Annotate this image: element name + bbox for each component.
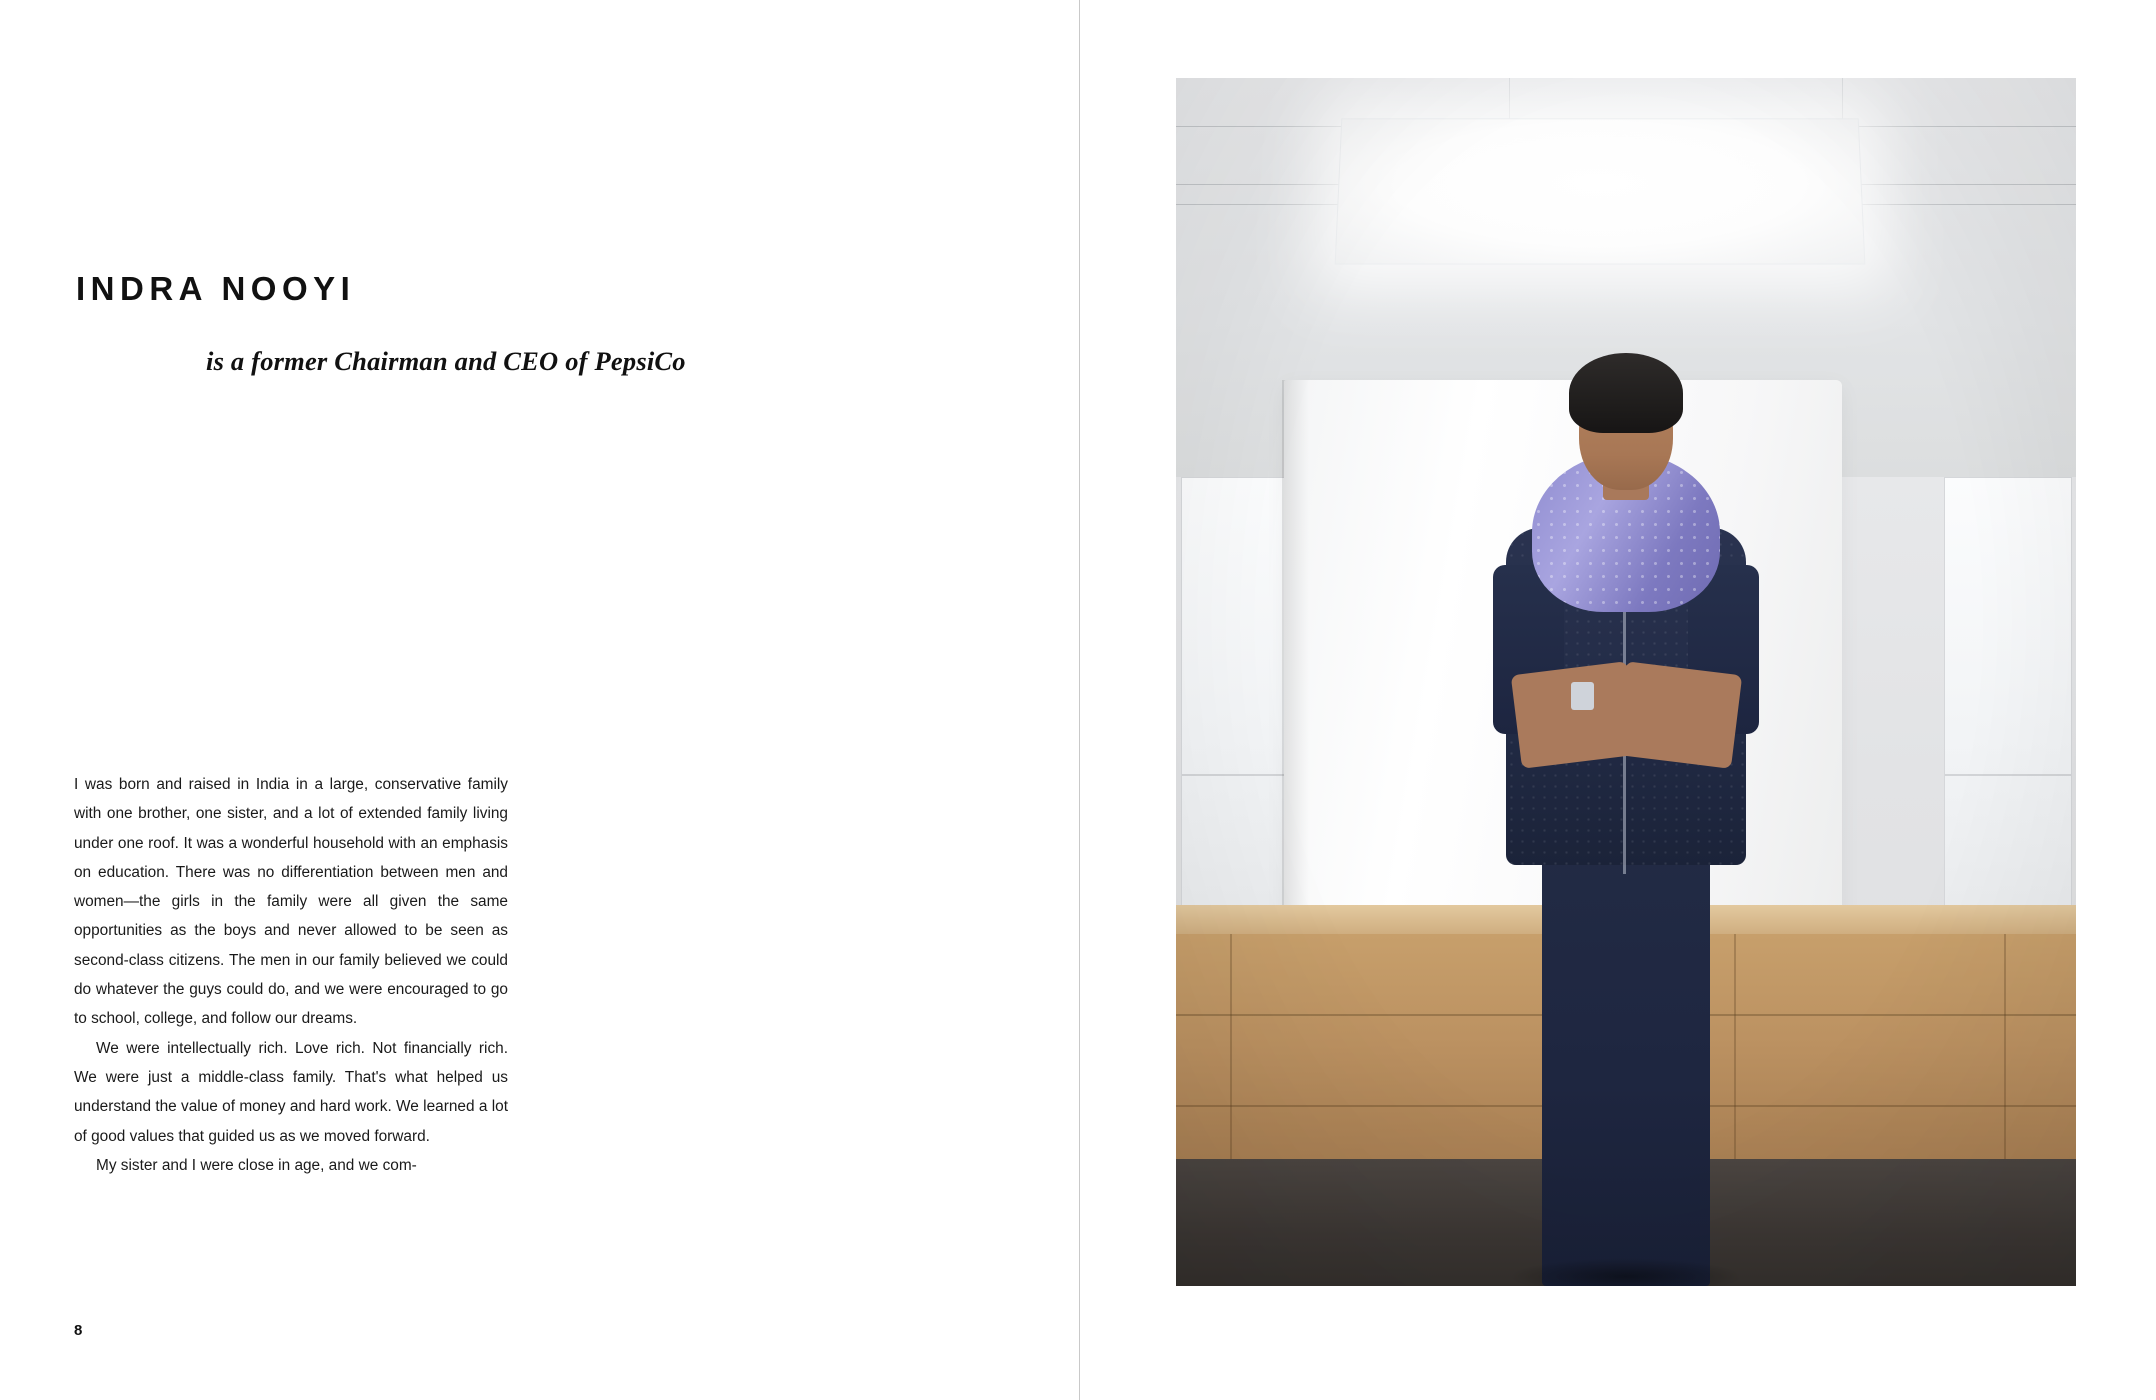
figure-shadow	[1509, 1258, 1742, 1286]
portrait-photograph	[1176, 78, 2076, 1286]
hair	[1569, 353, 1682, 434]
page-number: 8	[74, 1322, 83, 1339]
photo-scene	[1176, 78, 2076, 1286]
right-page	[1080, 0, 2156, 1400]
wristwatch	[1571, 682, 1594, 710]
window-left	[1181, 477, 1291, 950]
paragraph: My sister and I were close in age, and we com-	[96, 1156, 417, 1174]
body-text-column	[74, 770, 508, 1180]
arm-right	[1614, 661, 1741, 768]
person-subtitle: is a former Chairman and CEO of PepsiCo	[206, 346, 686, 376]
paragraph: I was born and raised in India in a large, conservative family with one brother, one sister, and a lot of extended family living under one roof. It was a wonderful household with an emphasis on education. There was no differentiation between men and women—the girls in the family were all given the same opportunities as the boys and never allowed to be seen as second-class citizens. The men in our family believed we could do whatever the guys could do, and we were encouraged to go to school, college, and follow our dreams.	[74, 776, 508, 1028]
ceiling-light-panel	[1335, 118, 1866, 264]
window-right	[1944, 477, 2072, 950]
paragraph: We were intellectually rich. Love rich. Not financially rich. We were just a middle-class family. That's what helped us understand the value of money and hard work. We learned a lot of good values that guided us as we moved forward.	[74, 1039, 508, 1145]
portrait-subject	[1464, 350, 1788, 1286]
page-title: INDRA NOOYI	[76, 270, 356, 307]
title-block	[76, 272, 836, 377]
